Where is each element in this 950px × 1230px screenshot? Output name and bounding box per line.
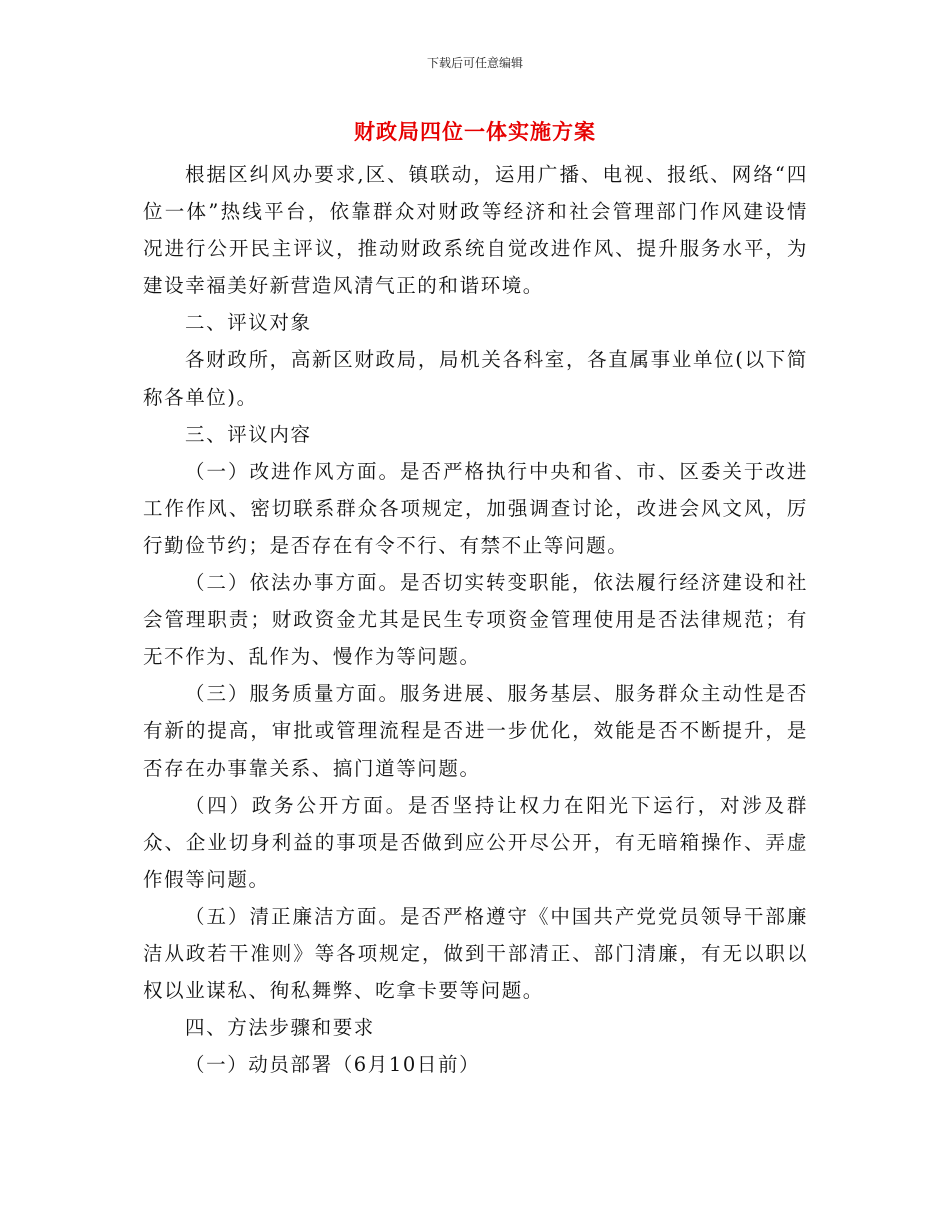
header-note: 下载后可任意编辑 <box>426 56 523 70</box>
paragraph-government-transparency: （四）政务公开方面。是否坚持让权力在阳光下运行，对涉及群众、企业切身利益的事项是否做到应公开尽公开，有无暗箱操作、弄虚作假等问题。 <box>143 793 808 891</box>
document-body <box>143 156 808 1083</box>
section-heading-review-content: 三、评议内容 <box>185 422 312 446</box>
paragraph-style-improvement: （一）改进作风方面。是否严格执行中央和省、市、区委关于改进工作作风、密切联系群众各项规定，加强调查讨论，改进会风文风，厉行勤俭节约；是否存在有令不行、有禁不止等问题。 <box>143 459 808 557</box>
paragraph-intro: 根据区纠风办要求,区、镇联动，运用广播、电视、报纸、网络“四位一体”热线平台，依靠群众对财政等经济和社会管理部门作风建设情况进行公开民主评议，推动财政系统自觉改进作风、提升服务水平，为建设幸福美好新营造风清气正的和谐环境。 <box>143 163 808 298</box>
paragraph-service-quality: （三）服务质量方面。服务进展、服务基层、服务群众主动性是否有新的提高，审批或管理流程是否进一步优化，效能是否不断提升，是否存在办事靠关系、搞门道等问题。 <box>143 682 808 780</box>
document-title: 财政局四位一体实施方案 <box>354 120 596 144</box>
paragraph-review-target: 各财政所，高新区财政局，局机关各科室，各直属事业单位(以下简称各单位)。 <box>143 348 808 409</box>
section-heading-method-steps: 四、方法步骤和要求 <box>185 1016 375 1040</box>
paragraph-lawful-conduct: （二）依法办事方面。是否切实转变职能，依法履行经济建设和社会管理职责；财政资金尤其是民生专项资金管理使用是否法律规范；有无不作为、乱作为、慢作为等问题。 <box>143 571 808 669</box>
section-heading-review-target: 二、评议对象 <box>185 311 312 335</box>
paragraph-integrity: （五）清正廉洁方面。是否严格遵守《中国共产党党员领导干部廉洁从政若干准则》等各项规定，做到干部清正、部门清廉，有无以职以权以业谋私、徇私舞弊、吃拿卡要等问题。 <box>143 904 808 1003</box>
paragraph-mobilization: （一）动员部署（6月10日前） <box>185 1053 481 1077</box>
